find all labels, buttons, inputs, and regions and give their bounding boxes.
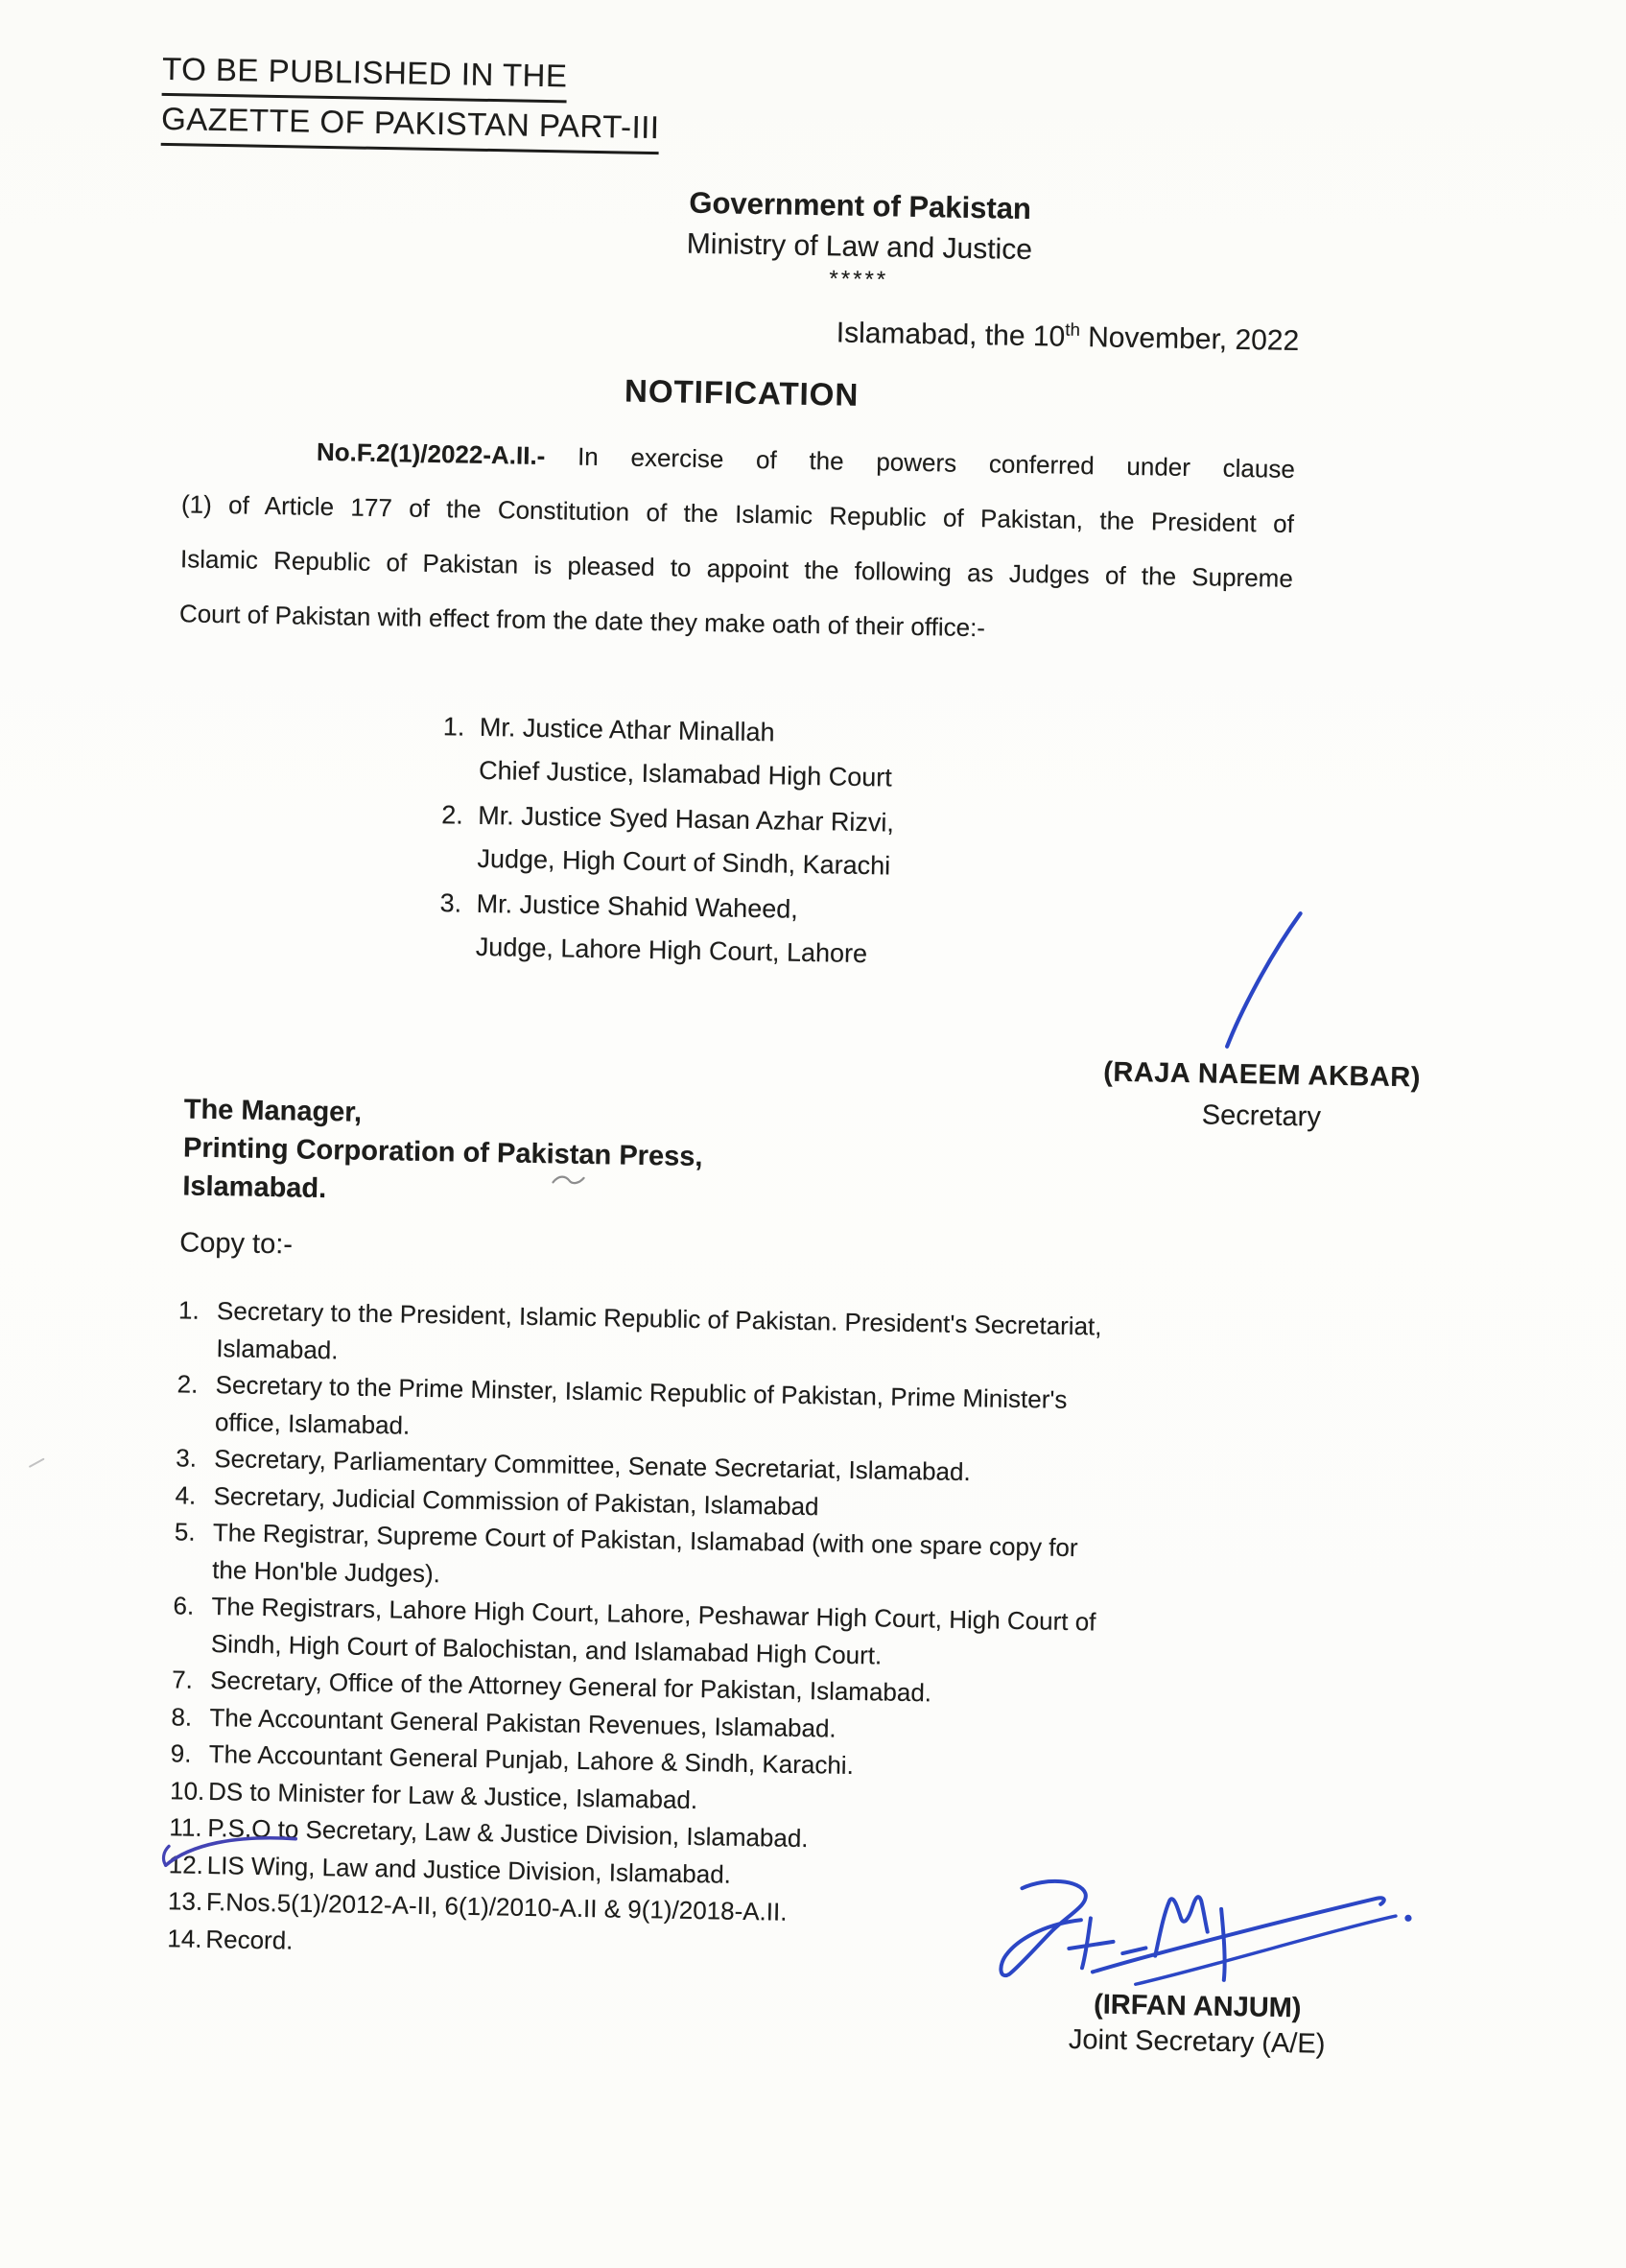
gazette-annotation-line1: TO BE PUBLISHED IN THE — [162, 46, 568, 104]
judge-list — [438, 705, 896, 978]
copy-item-number: 5. — [174, 1517, 196, 1547]
judge-name: Mr. Justice Athar Minallah — [479, 712, 775, 747]
judge-number: 1. — [442, 712, 465, 742]
copy-item-number: 1. — [177, 1295, 200, 1325]
joint-secretary-name: (IRFAN ANJUM) — [1093, 1989, 1302, 2024]
secretary-signature-stroke — [1190, 889, 1328, 1064]
copy-item-number: 10. — [169, 1775, 205, 1806]
copy-item-text: Record. — [205, 1924, 294, 1955]
copy-item-text: The Registrars, Lahore High Court, Lahore, Peshawar High Court, High Court of Sindh, High Court of Balochistan, and Islamabad High Court. — [210, 1592, 1096, 1669]
copy-item-text: F.Nos.5(1)/2012-A-II, 6(1)/2010-A.II & 9(1)/2018-A.II. — [205, 1887, 788, 1926]
copy-item-text: P.S.O to Secretary, Law & Justice Division, Islamabad. — [207, 1813, 809, 1854]
copy-item-number: 3. — [176, 1443, 198, 1473]
secretary-title: Secretary — [1201, 1099, 1322, 1133]
dateline-ordinal: th — [1065, 319, 1081, 340]
letterhead-government: Government of Pakistan — [689, 185, 1032, 226]
judge-title: Judge, Lahore High Court, Lahore — [475, 932, 868, 969]
copy-item-number: 6. — [173, 1591, 195, 1620]
copy-item-text: LIS Wing, Law and Justice Division, Islamabad. — [206, 1850, 732, 1889]
copy-item-text: Secretary to the President, Islamic Republic of Pakistan. President's Secretariat, Islamabad. — [216, 1296, 1102, 1364]
secretary-name: (RAJA NAEEM AKBAR) — [1102, 1056, 1422, 1094]
judge-title: Chief Justice, Islamabad High Court — [478, 755, 893, 792]
letterhead-ministry: Ministry of Law and Justice — [686, 227, 1033, 267]
judge-item — [438, 882, 892, 976]
judge-number: 2. — [441, 800, 464, 830]
dateline — [685, 313, 1300, 358]
copy-item-number: 8. — [171, 1701, 193, 1732]
addressee — [182, 1090, 703, 1215]
copy-item-text: Secretary, Office of the Attorney General for Pakistan, Islamabad. — [209, 1666, 932, 1708]
copy-item-text: DS to Minister for Law & Justice, Islamabad. — [207, 1776, 698, 1814]
copy-to-label: Copy to:- — [179, 1227, 294, 1261]
addressee-line2: Printing Corporation of Pakistan Press, — [182, 1132, 703, 1173]
notification-title: NOTIFICATION — [624, 372, 860, 413]
paragraph-line: No.F.2(1)/2022-A.II.- In exercise of the powers conferred under clause — [316, 437, 1296, 484]
joint-secretary-title: Joint Secretary (A/E) — [1068, 2024, 1326, 2060]
addressee-line3: Islamabad. — [182, 1170, 327, 1205]
copy-item-text: The Accountant General Pakistan Revenues, Islamabad. — [209, 1702, 837, 1743]
dateline-suffix: November, 2022 — [1079, 320, 1300, 358]
paragraph-line: Court of Pakistan with effect from the date they make oath of their office:- — [178, 599, 986, 643]
body-paragraph — [178, 422, 1295, 661]
copy-item-number: 4. — [175, 1479, 197, 1510]
judge-number: 3. — [439, 888, 462, 918]
judge-name: Mr. Justice Shahid Waheed, — [476, 888, 799, 924]
copy-item-text: Secretary, Parliamentary Committee, Senate Secretariat, Islamabad. — [214, 1444, 971, 1487]
copy-item-number: 14. — [167, 1923, 202, 1953]
copy-item-text: Secretary, Judicial Commission of Pakistan, Islamabad — [213, 1480, 819, 1521]
reference-number: No.F.2(1)/2022-A.II.- — [316, 437, 546, 471]
letterhead — [648, 181, 1072, 296]
copy-item-number: 2. — [177, 1369, 199, 1399]
judge-title: Judge, High Court of Sindh, Karachi — [477, 843, 891, 881]
pen-squiggle-mark — [551, 1171, 589, 1190]
letterhead-separator: ***** — [829, 266, 889, 294]
paragraph-line: Islamic Republic of Pakistan is pleased to appoint the following as Judges of the Supreme — [179, 544, 1294, 593]
dateline-prefix: Islamabad, the 10 — [836, 317, 1066, 353]
copy-item-number: 11. — [169, 1812, 202, 1842]
judge-item — [440, 793, 894, 887]
judge-name: Mr. Justice Syed Hasan Azhar Rizvi, — [478, 800, 895, 838]
copy-item-text: The Registrar, Supreme Court of Pakistan, Islamabad (with one spare copy for the Hon'ble Judges). — [211, 1518, 1078, 1588]
gazette-annotation-line2: GAZETTE OF PAKISTAN PART-III — [161, 96, 660, 154]
copy-item-number: 12. — [168, 1849, 204, 1879]
addressee-line1: The Manager, — [183, 1094, 363, 1128]
copy-item-text: The Accountant General Punjab, Lahore & Sindh, Karachi. — [208, 1739, 855, 1780]
copy-item-number: 13. — [167, 1886, 203, 1916]
copy-item-number: 7. — [171, 1665, 194, 1694]
judge-item — [442, 705, 896, 799]
copy-item-number: 9. — [170, 1738, 192, 1768]
paragraph-line: (1) of Article 177 of the Constitution of the Islamic Republic of Pakistan, the President of — [180, 489, 1295, 538]
gazette-annotation — [161, 46, 661, 154]
copy-list — [167, 1291, 1138, 1973]
copy-item-text: Secretary to the Prime Minster, Islamic Republic of Pakistan, Prime Minister's office, Islamabad. — [214, 1370, 1068, 1440]
tick-mark — [150, 1819, 314, 1879]
margin-mark — [28, 1456, 47, 1470]
